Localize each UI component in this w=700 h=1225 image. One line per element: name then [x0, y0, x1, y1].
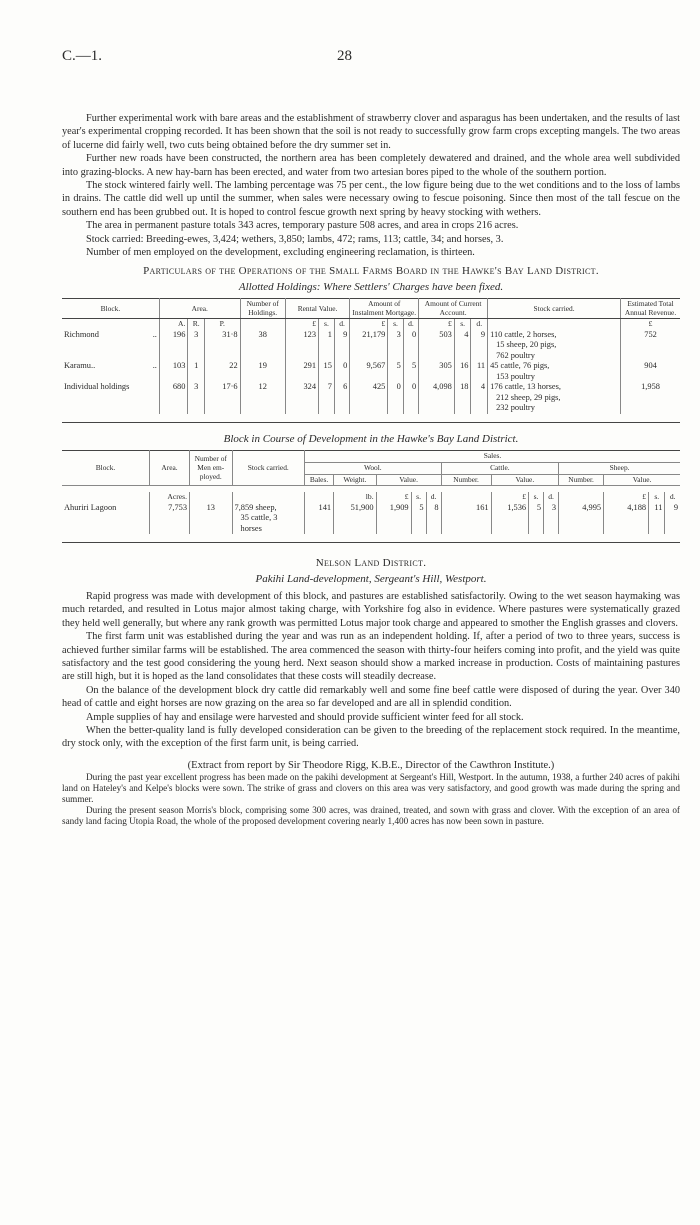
column-header: Stock carried. [232, 451, 305, 486]
development-block-table [62, 450, 680, 543]
stock-cell: 45 cattle, 76 pigs, 153 poultry [488, 361, 621, 382]
page-number: 28 [337, 48, 352, 64]
table-cell: 680 [159, 382, 188, 414]
table-cell: 3 [188, 330, 205, 362]
table-cell: 0 [403, 330, 418, 362]
column-header: Wool. [305, 462, 442, 474]
table-cell: 18 [454, 382, 471, 414]
table-cell: 6 [334, 382, 349, 414]
table-cell: 5 [529, 503, 544, 535]
table-cell: 17·6 [205, 382, 241, 414]
table-cell: 291 [285, 361, 318, 382]
table-cell: 4,098 [419, 382, 455, 414]
column-header: Number. [559, 474, 604, 486]
table-cell: 4,995 [559, 503, 604, 535]
column-header: Bales. [305, 474, 334, 486]
table-cell: 5 [403, 361, 418, 382]
table-cell: 0 [388, 382, 403, 414]
unit-label: £ [350, 319, 388, 330]
unit-label: d. [403, 319, 418, 330]
unit-label: s. [454, 319, 471, 330]
paragraph: Further experimental work with bare areas and the establishment of strawberry clover and asparagus has been undertaken, and the results of last year's experimental cropping recorded. It has been shown that the soil is not ready to successfully grow farm crops excepting mangels. The two areas of lucerne did fairly well, two cuts being obtained before the dry summer set in. [62, 113, 680, 151]
paragraph: The first farm unit was established during the year and was run as an independent holding. If, after a period of two to three years, success is achieved further similar farms will be established. The area commenced the season with thirty-four heifers coming into profit, and the yield was quite satisfactory and the test good considering the young herd. Next season should show a marked increase in production. Costs of maintaining pastures are still high, but it is hoped as the land consolidates that these costs will steadily decrease. [62, 631, 680, 683]
column-header: Block. [62, 299, 159, 319]
table1-title: Particulars of the Operations of the Small Farms Board in the Hawke's Bay Land District. [143, 265, 599, 278]
page-header [62, 48, 680, 68]
unit-label: d. [544, 492, 559, 503]
table-cell: 904 [644, 361, 657, 371]
extract-block [62, 772, 680, 827]
unit-label: £ [376, 492, 411, 503]
table-cell: 3 [388, 330, 403, 362]
unit-label: s. [649, 492, 665, 503]
units-row [62, 319, 680, 330]
table-cell: 1,958 [641, 382, 660, 392]
table-cell: 13 [190, 503, 233, 535]
table-cell: 11 [471, 361, 488, 382]
table-row [62, 382, 680, 414]
table-cell: 16 [454, 361, 471, 382]
paragraph: During the present season Morris's block, comprising some 300 acres, was drained, treated, and sown with grass and clover. With the exception of an area of sandy land facing Utopia Road, the whole of the proposed development covering nearly 1,400 acres has now been sown in pasture. [62, 805, 680, 827]
column-header: Estimated Total Annual Revenue. [621, 299, 680, 319]
nelson-subheading: Pakihi Land-development, Sergeant's Hill, Westport. [255, 572, 487, 585]
unit-label: Acres. [150, 492, 190, 503]
unit-label: £ [285, 319, 318, 330]
table-header-row [62, 299, 680, 319]
table-cell: 5 [388, 361, 403, 382]
paragraph: Ample supplies of hay and ensilage were harvested and should provide sufficient winter feed for all stock. [86, 711, 524, 723]
table-cell: 21,179 [350, 330, 388, 362]
table-row [62, 330, 680, 362]
column-header: Number. [441, 474, 491, 486]
table-row [62, 361, 680, 382]
column-header: Stock carried. [488, 299, 621, 319]
table2-subtitle: Block in Course of Development in the Hawke's Bay Land District. [223, 432, 519, 445]
column-header: Rental Value. [285, 299, 350, 319]
column-header: Block. [62, 451, 150, 486]
table-cell: 1,536 [491, 503, 529, 535]
units-row [62, 492, 680, 503]
unit-label: d. [334, 319, 349, 330]
table-cell: 324 [285, 382, 318, 414]
paragraph: During the past year excellent progress has been made on the pakihi development at Sergeant's Hill, Westport. In the autumn, 1938, a further 240 acres of pakihi land on Hateley's and Kelpe's blocks were sown. The strike of grass and clovers on this area was very satisfactory, and good growth was made during the spring and summer. [62, 772, 680, 805]
table-cell: 4,188 [604, 503, 649, 535]
unit-label: d. [669, 492, 676, 502]
table-cell: 7 [319, 382, 335, 414]
column-header: Sales. [305, 451, 681, 463]
table-cell: 3 [544, 503, 559, 535]
table-cell: 3 [188, 382, 205, 414]
table-cell: 141 [305, 503, 334, 535]
table-cell: 0 [403, 382, 418, 414]
column-header: Value. [604, 474, 680, 486]
unit-label: £ [604, 492, 649, 503]
paragraph: Stock carried: Breeding-ewes, 3,424; wethers, 3,850; lambs, 472; rams, 113; cattle, 34; and horses, 3. [86, 233, 504, 245]
unit-label: £ [648, 319, 653, 329]
unit-label: s. [411, 492, 426, 503]
table-cell: 11 [649, 503, 665, 535]
table-cell: 103 [159, 361, 188, 382]
table-cell: 4 [454, 330, 471, 362]
table-cell: 9 [471, 330, 488, 362]
unit-label: s. [529, 492, 544, 503]
table-cell: 9 [334, 330, 349, 362]
column-header: Number of Men em-ployed. [190, 451, 233, 486]
table-cell: 161 [441, 503, 491, 535]
unit-label: s. [319, 319, 335, 330]
column-header: Number of Holdings. [240, 299, 285, 319]
block-name: Ahuriri Lagoon [62, 503, 150, 535]
column-header: Amount of Instalment Mortgage. [350, 299, 419, 319]
table-cell: 9 [673, 502, 678, 512]
unit-label: s. [388, 319, 403, 330]
paragraph: On the balance of the development block dry cattle did remarkably well and some fine beef cattle were disposed of during the year. Over 340 head of cattle and eight horses are now grazing on the area so far developed and are all in splendid condition. [62, 684, 680, 710]
table-cell: 123 [285, 330, 318, 362]
page-body [62, 112, 680, 827]
table-cell: 503 [419, 330, 455, 362]
stock-cell: 7,859 sheep, 35 cattle, 3 horses [232, 503, 305, 535]
table-cell: 12 [240, 382, 285, 414]
column-header: Area. [159, 299, 240, 319]
table-cell: 38 [240, 330, 285, 362]
table-cell: 8 [426, 503, 441, 535]
unit-label: R. [188, 319, 205, 330]
block-name: Karamu.. .. [62, 361, 159, 382]
table-cell: 19 [240, 361, 285, 382]
block-name: Individual holdings [62, 382, 159, 414]
column-header: Value. [376, 474, 441, 486]
unit-label: A. [159, 319, 188, 330]
table-cell: 305 [419, 361, 455, 382]
table-cell: 7,753 [150, 503, 190, 535]
table1-subtitle: Allotted Holdings: Where Settlers' Charges have been fixed. [238, 280, 504, 293]
extract-heading: (Extract from report by Sir Theodore Rigg, K.B.E., Director of the Cawthron Institute.) [187, 759, 555, 771]
unit-label: P. [205, 319, 241, 330]
paragraph: The area in permanent pasture totals 343 acres, temporary pasture 508 acres, and area in crops 216 acres. [86, 220, 519, 232]
unit-label: £ [491, 492, 529, 503]
unit-label: d. [426, 492, 441, 503]
stock-cell: 176 cattle, 13 horses, 212 sheep, 29 pigs, 232 poultry [488, 382, 621, 414]
table-cell: 196 [159, 330, 188, 362]
column-header: Cattle. [441, 462, 559, 474]
table-cell: 22 [205, 361, 241, 382]
table-header-row [62, 451, 680, 463]
table-cell: 0 [334, 361, 349, 382]
paragraph: Number of men employed on the development, excluding engineering reclamation, is thirteen. [86, 247, 475, 259]
paragraph: The stock wintered fairly well. The lambing percentage was 75 per cent., the low figure being due to the wet conditions and to the loss of lambs in drains. The cattle did well up until the summer, when sales were necessary owing to fescue poisoning. Since then most of the tall fescue on the southern end has been grubbed out. It is hoped to control fescue growth next spring by heavy stocking with wethers. [62, 180, 680, 218]
table-cell: 51,900 [334, 503, 377, 535]
table-cell: 5 [411, 503, 426, 535]
stock-cell: 110 cattle, 2 horses, 15 sheep, 20 pigs, 762 poultry [488, 330, 621, 362]
table-cell: 9,567 [350, 361, 388, 382]
allotted-holdings-table [62, 298, 680, 423]
table-cell: 15 [319, 361, 335, 382]
table-cell: 1 [188, 361, 205, 382]
paragraph: When the better-quality land is fully developed consideration can be given to the breeding of the replacement stock required. In the meantime, dry stock only, with the exception of the first farm unit, is being carried. [62, 725, 680, 750]
column-header: Sheep. [559, 462, 680, 474]
nelson-heading: Nelson Land District. [315, 557, 427, 570]
table-cell: 425 [350, 382, 388, 414]
paragraph: Further new roads have been constructed, the northern area has been completely dewatered and drained, and the whole area well subdivided into grazing-blocks. A new hay-barn has been erected, and water from two artesian bores piped to the whole of the southern portion. [62, 153, 680, 178]
table-cell: 1,909 [376, 503, 411, 535]
table-cell: 1 [319, 330, 335, 362]
column-header: Weight. [334, 474, 377, 486]
column-header: Value. [491, 474, 559, 486]
table-cell: 31·8 [205, 330, 241, 362]
table-cell: 752 [644, 329, 657, 339]
unit-label: lb. [334, 492, 377, 503]
block-name: Richmond .. [62, 330, 159, 362]
table-row [62, 503, 680, 535]
paragraph: Rapid progress was made with development of this block, and pastures are established satisfactorily. Owing to the wet season haymaking was much retarded, and resulted in Lotus major almost taking charge, with Yorkshire fog also in evidence. Where pastures were systematically grazed they held well generally, but where any rank growth was permitted Lotus major took charge and appeared to smother the English grasses and clovers. [62, 590, 680, 629]
column-header: Area. [150, 451, 190, 486]
unit-label: £ [419, 319, 455, 330]
table-cell: 4 [471, 382, 488, 414]
column-header: Amount of Current Account. [419, 299, 488, 319]
document-reference: C.—1. [62, 48, 103, 64]
unit-label: d. [471, 319, 488, 330]
